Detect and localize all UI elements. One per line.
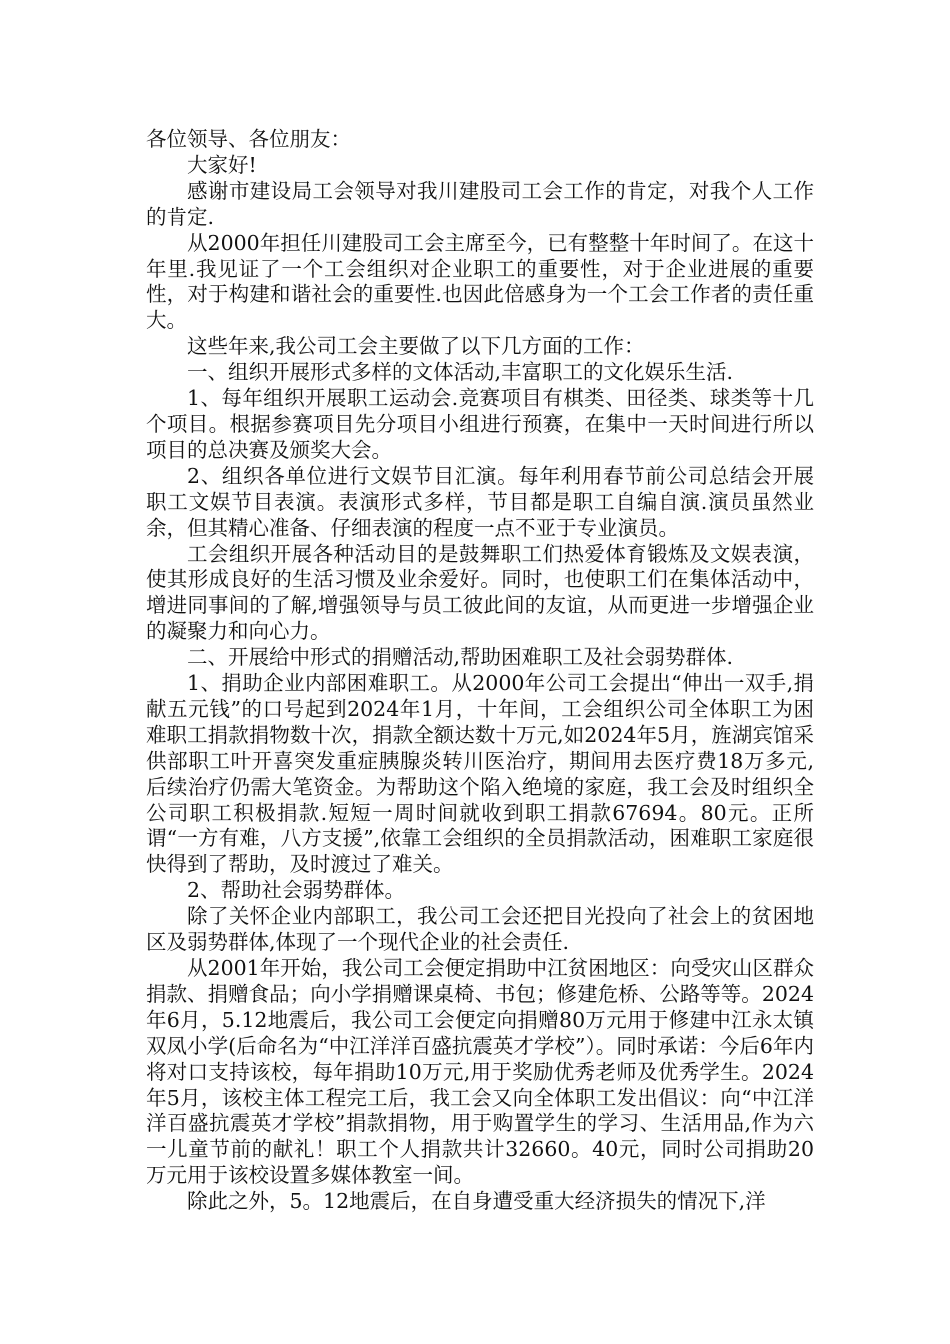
paragraph-activities-purpose: 工会组织开展各种活动目的是鼓舞职工们热爱体育锻炼及文娱表演，使其形成良好的生活习惯及业余爱好。同时，也使职工们在集体活动中，增进同事间的了解,增强领导与员工彼此间的友谊，从而更进一步增强企业的凝聚力和向心力。 (146, 541, 814, 644)
paragraph-thanks: 感谢市建设局工会领导对我川建股司工会工作的肯定，对我个人工作的肯定. (146, 178, 814, 229)
paragraph-sports-meet: 1、每年组织开展职工运动会.竞赛项目有棋类、田径类、球类等十几个项目。根据参赛项目先分项目小组进行预赛，在集中一天时间进行所以项目的总决赛及颁奖大会。 (146, 386, 814, 462)
paragraph-internal-aid: 1、捐助企业内部困难职工。从2000年公司工会提出“伸出一双手,捐献五元钱”的口号起到2024年1月，十年间，工会组织公司全体职工为困难职工捐款捐物数十次，捐款全额达数十万元,如2024年5月，旌湖宾馆采供部职工叶开喜突发重症胰腺炎转川医治疗，期间用去医疗费18万多元,后续治疗仍需大笔资金。为帮助这个陷入绝境的家庭，我工会及时组织全公司职工积极捐款.短短一周时间就收到职工捐款67694。80元。正所谓“一方有难，八方支援”,依靠工会组织的全员捐款活动，困难职工家庭很快得到了帮助，及时渡过了难关。 (146, 671, 814, 877)
subheading-social-aid: 2、帮助社会弱势群体。 (187, 878, 406, 903)
paragraph-additional: 除此之外，5。12地震后，在自身遭受重大经济损失的情况下,洋 (187, 1189, 766, 1214)
salutation: 大家好! (187, 152, 257, 177)
document-page (146, 127, 814, 1215)
paragraph-donations: 从2001年开始，我公司工会便定捐助中江贫困地区：向受灾山区群众捐款、捐赠食品；向小学捐赠课桌椅、书包；修建危桥、公路等等。2024年6月，5.12地震后，我公司工会便定向捐赠80万元用于修建中江永太镇双凤小学(后命名为“中江洋洋百盛抗震英才学校”）。同时承诺：今后6年内将对口支持该校，每年捐助10万元,用于奖励优秀老师及优秀学生。2024年5月，该校主体工程完工后，我工会又向全体职工发出倡议：向“中江洋洋百盛抗震英才学校”捐款捐物，用于购置学生的学习、生活用品,作为六一儿童节前的献礼！职工个人捐款共计32660。40元，同时公司捐助20万元用于该校设置多媒体教室一间。 (146, 956, 814, 1188)
paragraph-performance: 2、组织各单位进行文娱节目汇演。每年利用春节前公司总结会开展职工文娱节目表演。表演形式多样，节目都是职工自编自演.演员虽然业余，但其精心准备、仔细表演的程度一点不亚于专业演员。 (146, 463, 814, 540)
greeting-line: 各位领导、各位朋友： (146, 127, 351, 151)
section-heading-2: 二、开展给中形式的捐赠活动,帮助困难职工及社会弱势群体. (187, 645, 734, 670)
paragraph-social-responsibility: 除了关怀企业内部职工，我公司工会还把目光投向了社会上的贫困地区及弱势群体,体现了一个现代企业的社会责任. (146, 904, 814, 955)
section-heading-1: 一、组织开展形式多样的文体活动,丰富职工的文化娱乐生活. (187, 360, 734, 385)
paragraph-intro: 从2000年担任川建股司工会主席至今，已有整整十年时间了。在这十年里.我见证了一个工会组织对企业职工的重要性，对于企业进展的重要性，对于构建和谐社会的重要性.也因此倍感身为一个工会工作者的责任重大。 (146, 230, 814, 333)
paragraph-overview: 这些年来,我公司工会主要做了以下几方面的工作： (187, 334, 645, 359)
